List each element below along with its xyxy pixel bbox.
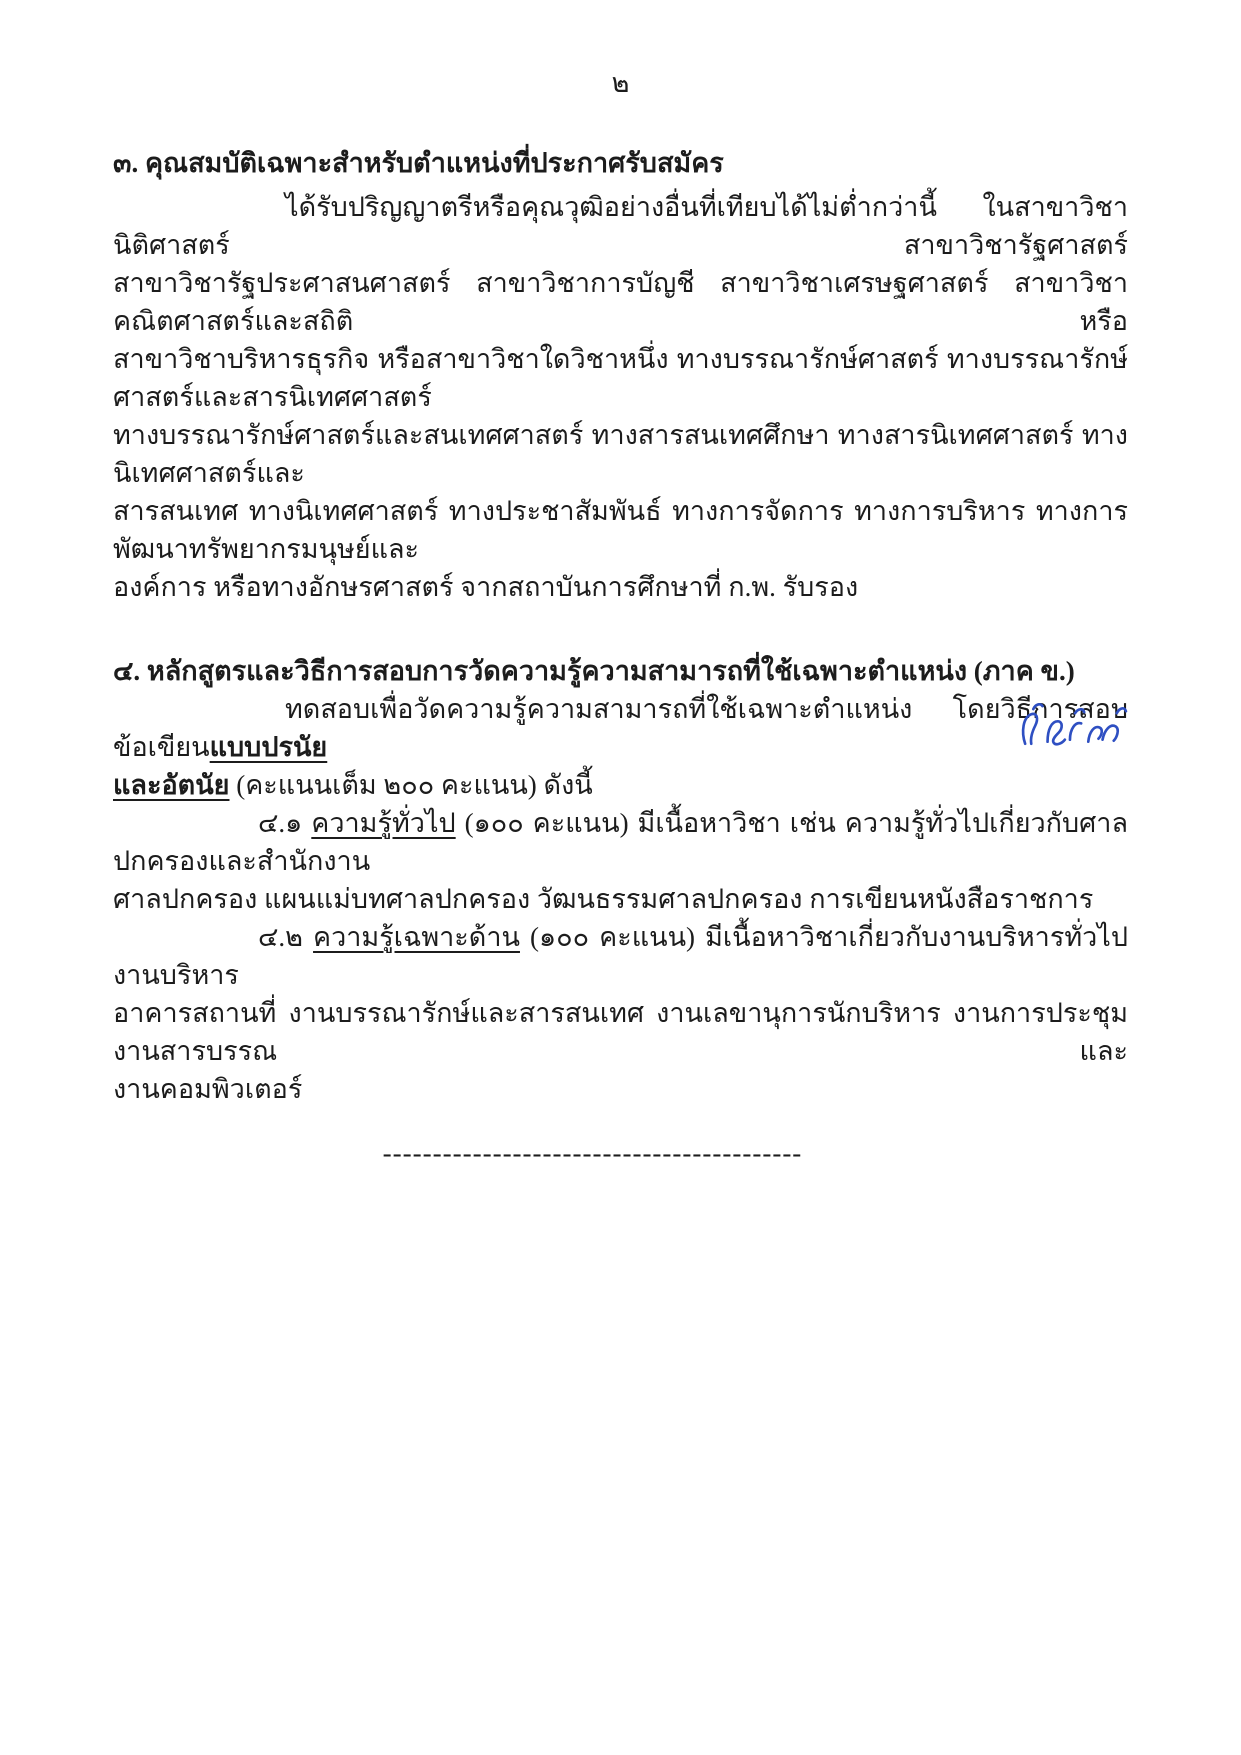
body-line: องค์การ หรือทางอักษรศาสตร์ จากสถาบันการศึกษาที่ ก.พ. รับรอง <box>113 572 859 602</box>
item-title-general-knowledge: ความรู้ทั่วไป <box>311 808 456 838</box>
exam-item-4-1 <box>113 804 1128 880</box>
item-number: ๔.๒ <box>258 922 314 952</box>
body-line: ได้รับปริญญาตรีหรือคุณวุฒิอย่างอื่นที่เทียบได้ไม่ต่ำกว่านี้ ในสาขาวิชานิติศาสตร์ สาขาวิชารัฐศาสตร์ <box>113 192 1128 260</box>
exam-item-4-2 <box>113 918 1128 994</box>
body-line: ทางบรรณารักษ์ศาสตร์และสนเทศศาสตร์ ทางสารสนเทศศึกษา ทางสารนิเทศศาสตร์ ทางนิเทศศาสตร์และ <box>113 420 1128 488</box>
item-title-specific-knowledge: ความรู้เฉพาะด้าน <box>313 922 520 952</box>
exam-method-paragraph <box>113 690 1128 1108</box>
exam-item-4-1-continued: ศาลปกครอง แผนแม่บทศาลปกครอง วัฒนธรรมศาลปกครอง การเขียนหนังสือราชการ <box>113 884 1094 914</box>
qualification-paragraph <box>113 188 1128 606</box>
section-3-heading: ๓. คุณสมบัติเฉพาะสำหรับตำแหน่งที่ประกาศรับสมัคร <box>113 148 724 178</box>
exam-total-score-text: (คะแนนเต็ม ๒๐๐ คะแนน) ดังนี้ <box>229 770 593 800</box>
end-of-document-divider: ------------------------------------------ <box>382 1138 803 1168</box>
exam-intro-line-1 <box>113 690 1128 766</box>
body-line: สาขาวิชารัฐประศาสนศาสตร์ สาขาวิชาการบัญชี สาขาวิชาเศรษฐศาสตร์ สาขาวิชาคณิตศาสตร์และสถิติ หรือ <box>113 268 1128 336</box>
page-number: ๒ <box>611 68 630 98</box>
exam-method-subjective-term: และอัตนัย <box>113 770 230 800</box>
exam-item-4-2-continued: อาคารสถานที่ งานบรรณารักษ์และสารสนเทศ งานเลขานุการนักบริหาร งานการประชุม งานสารบรรณ และ <box>113 998 1128 1066</box>
section-4-heading: ๔. หลักสูตรและวิธีการสอบการวัดความรู้ความสามารถที่ใช้เฉพาะตำแหน่ง (ภาค ข.) <box>113 656 1075 686</box>
body-line: สาขาวิชาบริหารธุรกิจ หรือสาขาวิชาใดวิชาหนึ่ง ทางบรรณารักษ์ศาสตร์ ทางบรรณารักษ์ศาสตร์และสารนิเทศศาสตร์ <box>113 344 1128 412</box>
signature-ink-strokes <box>1017 700 1129 758</box>
handwritten-signature-initials <box>1017 700 1129 758</box>
body-line: สารสนเทศ ทางนิเทศศาสตร์ ทางประชาสัมพันธ์ ทางการจัดการ ทางการบริหาร ทางการพัฒนาทรัพยากรมนุษย์และ <box>113 496 1128 564</box>
exam-method-objective-term: แบบปรนัย <box>209 732 328 762</box>
item-number: ๔.๑ <box>258 808 312 838</box>
exam-intro-line-2 <box>113 766 1128 804</box>
exam-intro-text: ทดสอบเพื่อวัดความรู้ความสามารถที่ใช้เฉพาะตำแหน่ง โดยวิธีการสอบข้อเขียน <box>113 694 1128 762</box>
item-detail: (๑๐๐ คะแนน) มีเนื้อหาวิชา เช่น ความรู้ทั่วไปเกี่ยวกับศาลปกครองและสำนักงาน <box>113 808 1129 876</box>
exam-item-4-2-continued: งานคอมพิวเตอร์ <box>113 1074 303 1104</box>
item-detail: (๑๐๐ คะแนน) มีเนื้อหาวิชาเกี่ยวกับงานบริหารทั่วไป งานบริหาร <box>113 922 1129 990</box>
